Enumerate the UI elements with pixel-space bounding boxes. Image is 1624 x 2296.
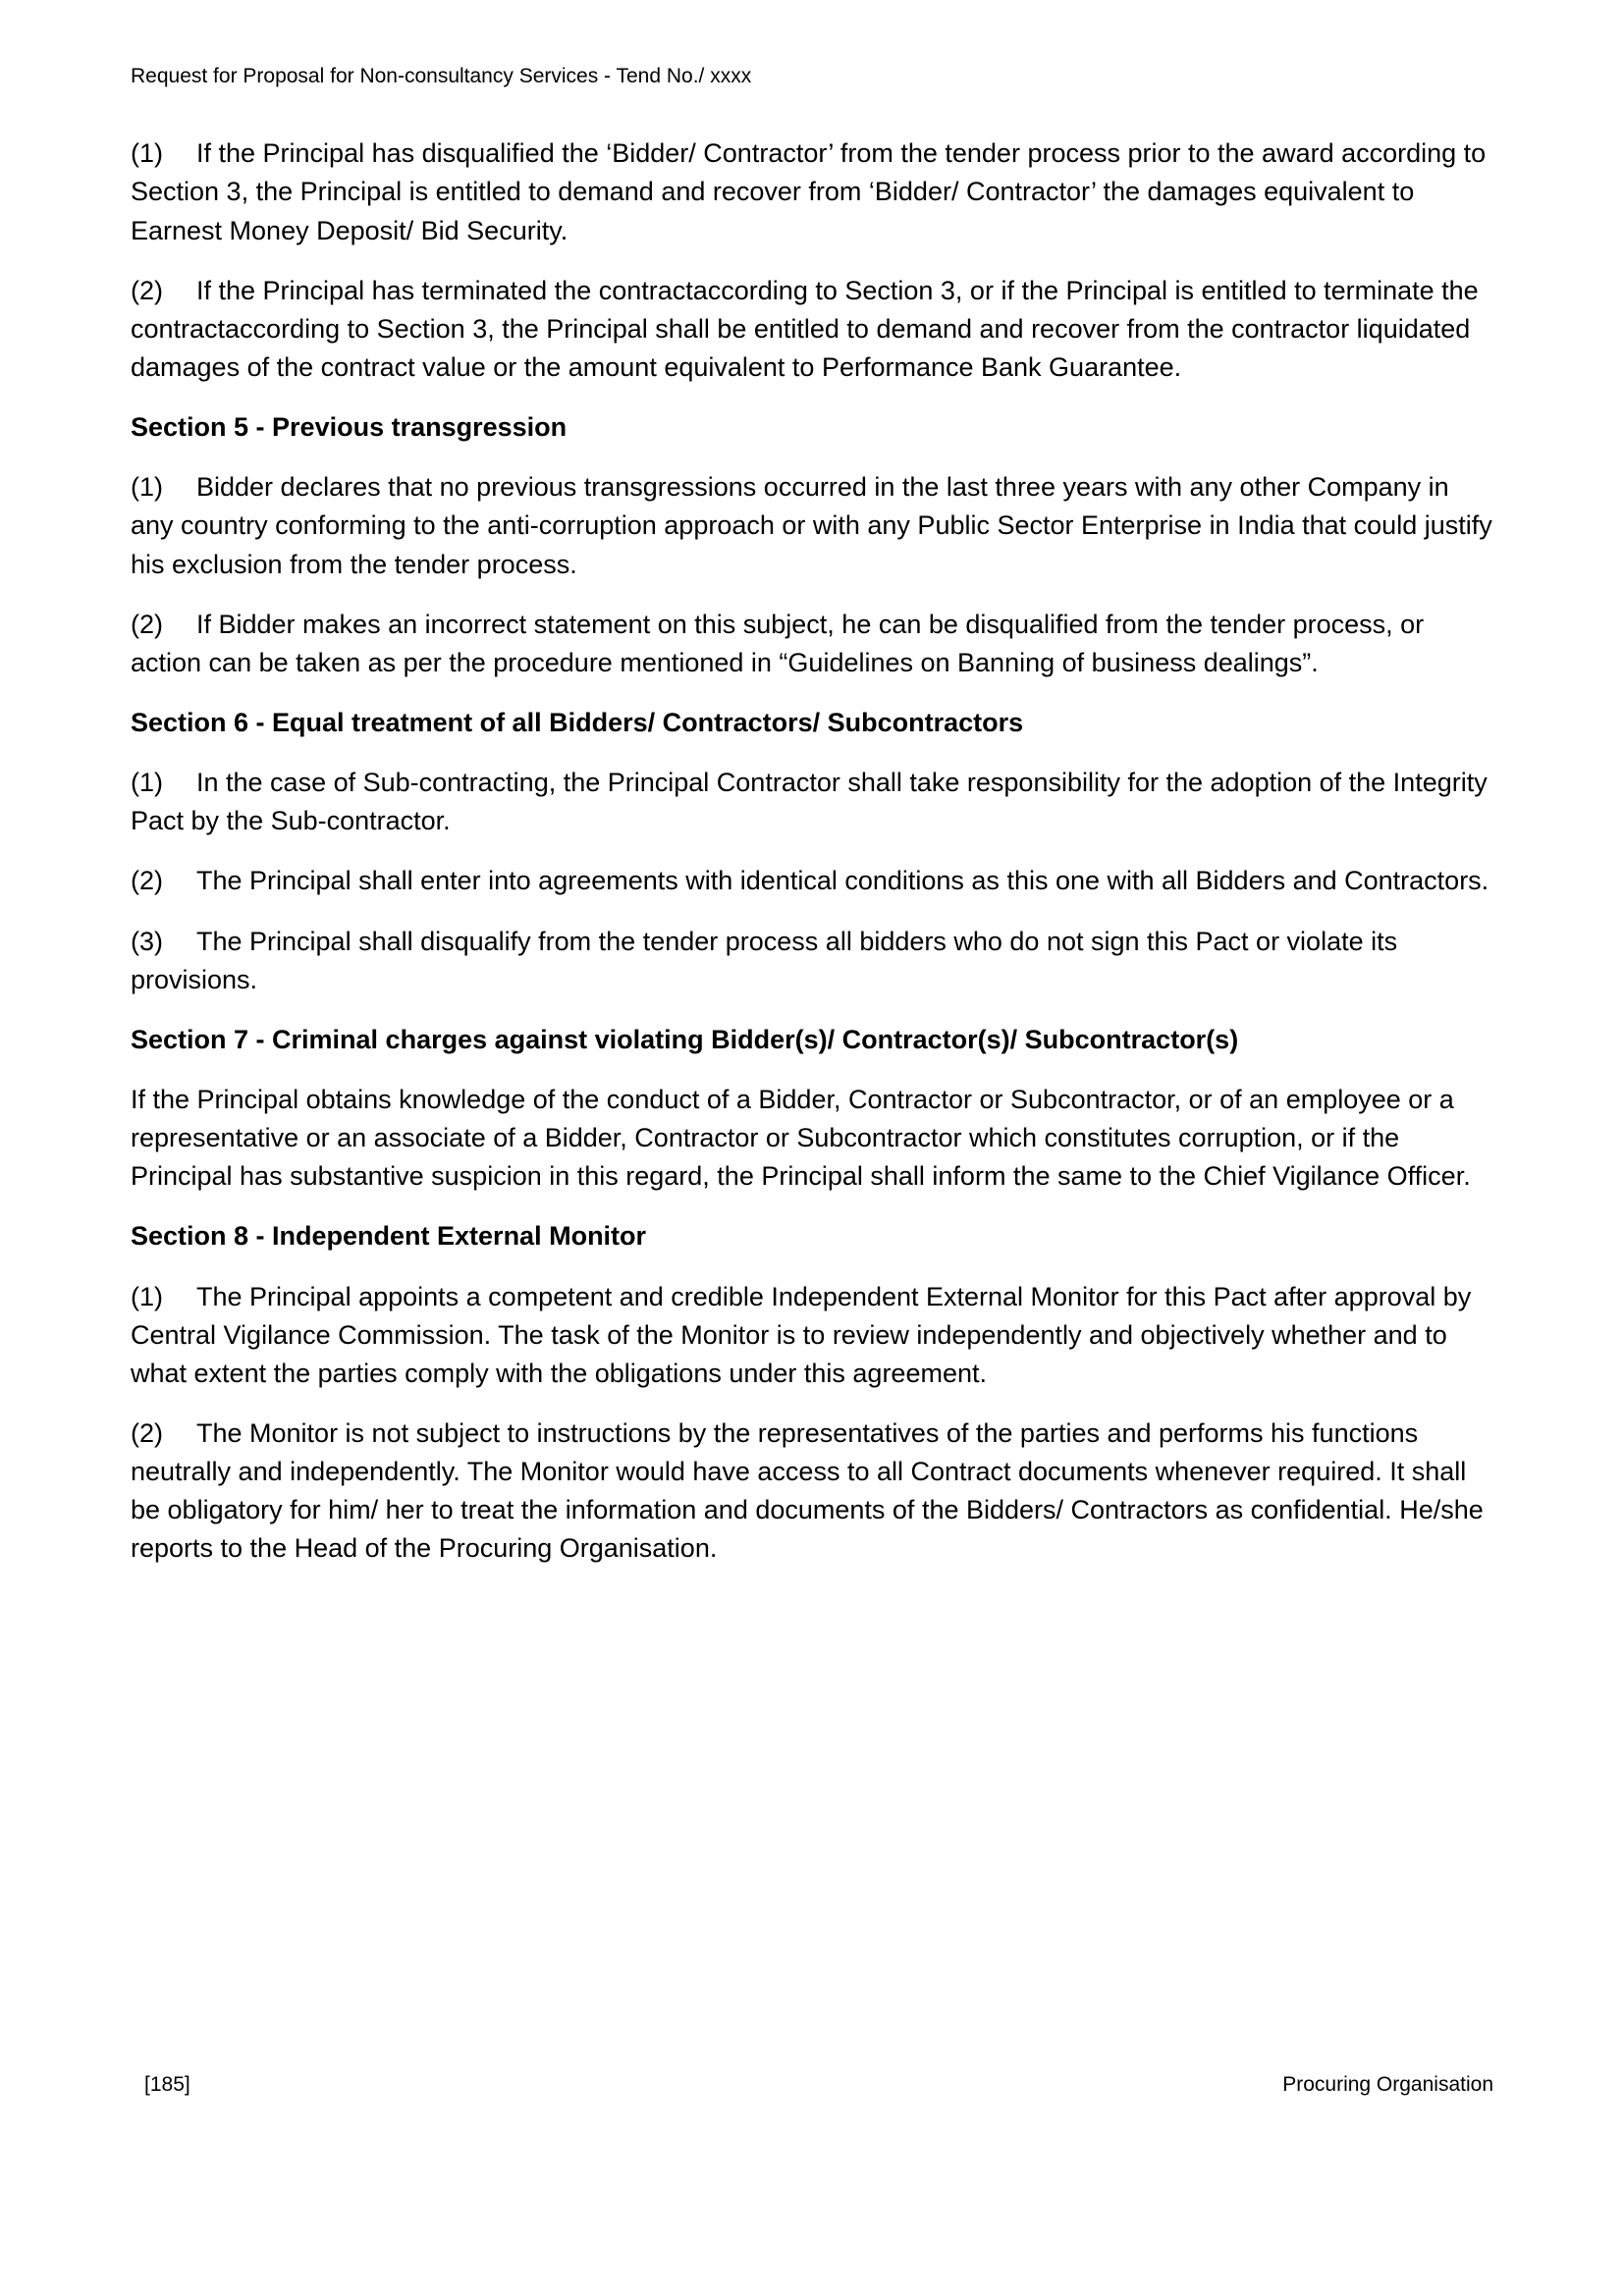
numbered-paragraph xyxy=(131,923,1493,999)
page-number: [185] xyxy=(144,2073,190,2096)
paragraph-number: (1) xyxy=(131,472,163,503)
paragraph-text: The Principal shall enter into agreements with identical conditions as this one with all Bidders and Contractors. xyxy=(196,866,1489,896)
section-heading-6: Section 6 - Equal treatment of all Bidders/ Contractors/ Subcontractors xyxy=(131,707,1024,737)
numbered-paragraph xyxy=(131,468,1493,583)
numbered-paragraph xyxy=(131,862,1493,900)
paragraph-text: The Monitor is not subject to instructions by the representatives of the parties and performs his functions neutrally and independently. The Monitor would have access to all Contract documents whenever required. It shall be obligatory for him/ her to treat the information and documents of the Bidders/ Contractors as confidential. He/she reports to the Head of the Procuring Organisation. xyxy=(131,1417,1484,1564)
paragraph-text: If the Principal has terminated the contractaccording to Section 3, or if the Principal is entitled to terminate the contractaccording to Section 3, the Principal shall be entitled to demand and recover from the contractor liquidated damages of the contract value or the amount equivalent to Performance Bank Guarantee. xyxy=(131,275,1479,382)
paragraph-text: The Principal shall disqualify from the tender process all bidders who do not sign this Pact or violate its provisions. xyxy=(131,926,1398,994)
paragraph-number: (3) xyxy=(131,926,163,956)
numbered-paragraph xyxy=(131,606,1493,682)
section-heading-5: Section 5 - Previous transgression xyxy=(131,412,568,443)
paragraph-number: (1) xyxy=(131,138,163,169)
section-heading-7: Section 7 - Criminal charges against violating Bidder(s)/ Contractor(s)/ Subcontractor(s) xyxy=(131,1024,1239,1054)
paragraph-text: If the Principal has disqualified the ‘Bidder/ Contractor’ from the tender process prior to the award according to Section 3, the Principal is entitled to demand and recover from ‘Bidder/ Contractor’ the damages equivalent to Earnest Money Deposit/ Bid Security. xyxy=(131,138,1487,245)
numbered-paragraph xyxy=(131,1278,1493,1393)
document-body xyxy=(131,134,1493,1568)
paragraph-number: (1) xyxy=(131,768,163,798)
paragraph-number: (2) xyxy=(131,1417,163,1448)
paragraph-number: (2) xyxy=(131,866,163,896)
paragraph-text: If Bidder makes an incorrect statement on this subject, he can be disqualified from the tender process, or action can be taken as per the procedure mentioned in “Guidelines on Banning of business dealings”. xyxy=(131,609,1425,677)
paragraph-text: The Principal appoints a competent and credible Independent External Monitor for this Pact after approval by Central Vigilance Commission. The task of the Monitor is to review independently and objectively whether and to what extent the parties comply with the obligations under this agreement. xyxy=(131,1281,1472,1388)
body-paragraph: If the Principal obtains knowledge of the conduct of a Bidder, Contractor or Subcontractor, or of an employee or a representative or an associate of a Bidder, Contractor or Subcontractor which constitutes corruption, or if the Principal has substantive suspicion in this regard, the Principal shall inform the same to the Chief Vigilance Officer. xyxy=(131,1084,1471,1192)
page-header: Request for Proposal for Non-consultancy Services - Tend No./ xxxx xyxy=(131,65,752,87)
footer-organisation-label: Procuring Organisation xyxy=(1282,2073,1493,2096)
paragraph-number: (2) xyxy=(131,275,163,305)
numbered-paragraph xyxy=(131,272,1493,387)
paragraph-text: Bidder declares that no previous transgressions occurred in the last three years with any other Company in any country conforming to the anti-corruption approach or with any Public Sector Enterprise in India that could justify his exclusion from the tender process. xyxy=(131,472,1492,579)
paragraph-text: In the case of Sub-contracting, the Principal Contractor shall take responsibility for the adoption of the Integrity Pact by the Sub-contractor. xyxy=(131,768,1488,836)
section-heading-8: Section 8 - Independent External Monitor xyxy=(131,1221,647,1252)
numbered-paragraph xyxy=(131,1415,1493,1569)
page-footer xyxy=(131,2073,1493,2097)
numbered-paragraph xyxy=(131,134,1493,249)
numbered-paragraph xyxy=(131,764,1493,840)
paragraph-number: (1) xyxy=(131,1281,163,1311)
paragraph-number: (2) xyxy=(131,609,163,639)
